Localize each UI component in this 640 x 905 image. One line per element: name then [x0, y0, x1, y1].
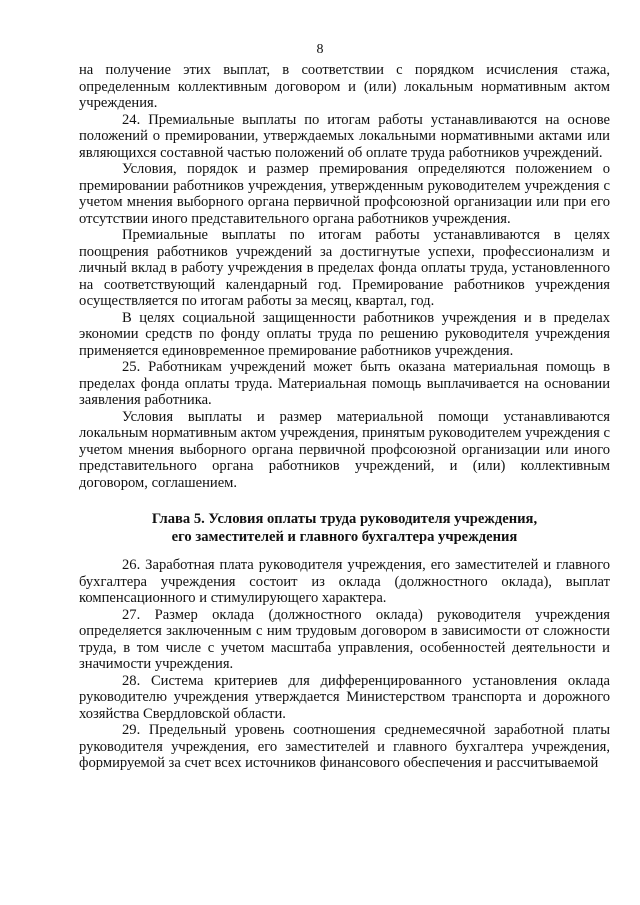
- paragraph-29: 29. Предельный уровень соотношения среднемесячной заработной платы руководителя учреждения, его заместителей и главного бухгалтера учреждения, формируемой за счет всех источников финансового обеспечения и рассчитываемой: [79, 722, 610, 771]
- page-number: 8: [316, 42, 324, 57]
- paragraph-one-time-bonus: В целях социальной защищенности работников учреждения и в пределах экономии средств по фонду оплаты труда по решению руководителя учреждения применяется единовременное премирование работников учреждения.: [79, 309, 610, 359]
- document-body: [79, 62, 610, 772]
- paragraph-aid-conditions: Условия выплаты и размер материальной помощи устанавливаются локальным нормативным актом учреждения, принятым руководителем учреждения с учетом мнения выборного органа первичной профсоюзной организации или иного представительного органа работников учреждений, и (или) коллективным договором, соглашением.: [79, 408, 610, 491]
- paragraph-28: 28. Система критериев для дифференцированного установления оклада руководителю учреждения утверждается Министерством транспорта и дорожного хозяйства Свердловской области.: [79, 672, 610, 722]
- paragraph-27: 27. Размер оклада (должностного оклада) руководителя учреждения определяется заключенным с ним трудовым договором в зависимости от сложности труда, в том числе с учетом масштаба управления, особенностей деятельности и значимости учреждения.: [79, 606, 610, 672]
- paragraph-continued: на получение этих выплат, в соответствии с порядком исчисления стажа, определенным коллективным договором и (или) локальным нормативным актом учреждения.: [79, 62, 610, 111]
- paragraph-24: 24. Премиальные выплаты по итогам работы устанавливаются на основе положений о премировании, утверждаемых локальными нормативными актами или являющихся составной частью положений об оплате труда работников учреждений.: [79, 111, 610, 161]
- paragraph-bonus-conditions: Условия, порядок и размер премирования определяются положением о премировании работников учреждения, утвержденным руководителем учреждения с учетом мнения выборного органа первичной профсоюзной организации или при его отсутствии иного представительного органа работников учреждения.: [79, 161, 610, 227]
- paragraph-25: 25. Работникам учреждений может быть оказана материальная помощь в пределах фонда оплаты труда. Материальная помощь выплачивается на основании заявления работника.: [79, 359, 610, 408]
- paragraph-26: 26. Заработная плата руководителя учреждения, его заместителей и главного бухгалтера учреждения состоит из оклада (должностного оклада), выплат компенсационного и стимулирующего характера.: [79, 557, 610, 606]
- chapter-heading-line-1: Глава 5. Условия оплаты труда руководителя учреждения,: [151, 511, 538, 527]
- chapter-heading-line-2: его заместителей и главного бухгалтера учреждения: [171, 529, 518, 545]
- chapter-heading: [79, 510, 610, 546]
- paragraph-bonus-purpose: Премиальные выплаты по итогам работы устанавливаются в целях поощрения работников учреждений за достигнутые успехи, профессионализм и личный вклад в работу учреждения в пределах фонда оплаты труда, установленного на соответствующий календарный год. Премирование работников учреждения осуществляется по итогам работы за месяц, квартал, год.: [79, 227, 610, 309]
